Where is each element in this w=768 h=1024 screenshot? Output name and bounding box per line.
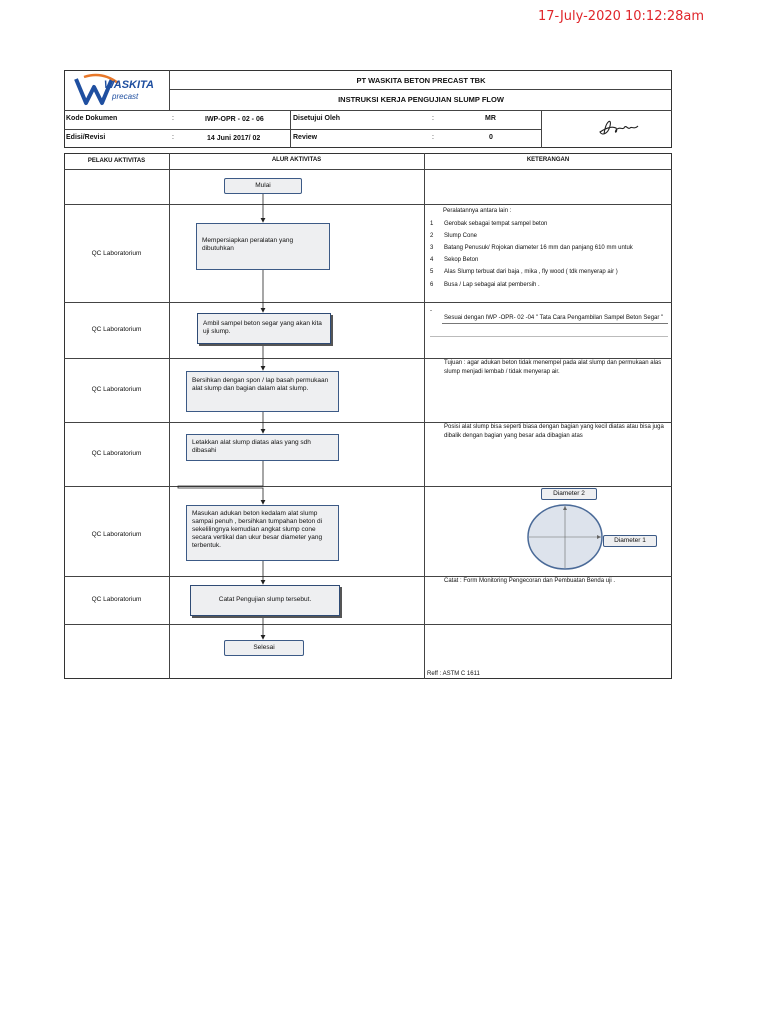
role-step-1: QC Laboratorium — [91, 250, 142, 257]
equipment-item-3: Batang Penusuk/ Rojokan diameter 16 mm dan panjang 610 mm untuk — [444, 245, 633, 251]
doc-code-value: IWP-OPR - 02 - 06 — [205, 116, 264, 123]
role-step-2: QC Laboratorium — [91, 326, 142, 333]
equipment-item-2: Slump Cone — [444, 233, 478, 239]
doc-code-label: Kode Dokumen — [66, 115, 118, 122]
company-name: PT WASKITA BETON PRECAST TBK — [356, 76, 486, 85]
edition-colon: : — [172, 134, 174, 141]
equipment-item-1: Gerobak sebagai tempat sampel beton — [444, 221, 548, 227]
sample-reference-note: Sesuai dengan IWP -OPR- 02 -04 " Tata Cara Pengambilan Sampel Beton Segar " — [444, 315, 664, 321]
equipment-item-6: Busa / Lap sebagai alat pembersih . — [444, 282, 540, 288]
column-header-pelaku: PELAKU AKTIVITAS — [87, 158, 146, 164]
equipment-num-4: 4 — [430, 257, 434, 263]
document-title: INSTRUKSI KERJA PENGUJIAN SLUMP FLOW — [338, 95, 504, 104]
equipment-intro: Peralatannya antara lain : — [443, 208, 512, 214]
flow-step-4: Letakkan alat slump diatas alas yang sdh dibasahi — [186, 434, 339, 461]
sample-bullet: - — [430, 308, 432, 314]
role-step-6: QC Laboratorium — [91, 596, 142, 603]
equipment-item-5: Alas Slump terbuat dari baja , mika , fly wood ( tdk menyerap air ) — [444, 269, 618, 275]
flow-step-1: Mempersiapkan peralatan yang dibutuhkan — [196, 223, 330, 270]
equipment-num-2: 2 — [430, 233, 434, 239]
arrow-step4-to-step5 — [178, 461, 263, 504]
flow-step-5: Masukan adukan beton kedalam alat slump sampai penuh , bersihkan tumpahan beton di sekelilingnya kemudian angkat slump cone secara vertikal dan ukur besar diameter yang terbentuk. — [186, 505, 339, 561]
edition-label: Edisi/Revisi — [66, 134, 106, 141]
flow-end: Selesai — [224, 640, 304, 656]
record-note: Catat : Form Monitoring Pengecoran dan Pembuatan Benda uji . — [444, 578, 616, 584]
slump-diameter-diagram — [520, 500, 610, 580]
column-header-alur: ALUR AKTIVITAS — [271, 157, 322, 163]
column-header-keterangan: KETERANGAN — [526, 157, 570, 163]
review-value: 0 — [489, 134, 493, 141]
equipment-num-3: 3 — [430, 245, 434, 251]
role-step-4: QC Laboratorium — [91, 450, 142, 457]
flow-step-3: Bersihkan dengan spon / lap basah permukaan alat slump dan bagian dalam alat slump. — [186, 371, 339, 412]
approved-by-value: MR — [485, 115, 496, 122]
flow-step-2: Ambil sampel beton segar yang akan kita uji slump. — [197, 313, 331, 344]
svg-text:precast: precast — [112, 92, 139, 101]
equipment-num-1: 1 — [430, 221, 434, 227]
edition-value: 14 Juni 2017/ 02 — [207, 135, 261, 142]
flow-start: Mulai — [224, 178, 302, 194]
review-label: Review — [293, 134, 318, 141]
role-step-3: QC Laboratorium — [91, 386, 142, 393]
timestamp: 17-July-2020 10:12:28am — [538, 9, 705, 24]
slump-position-note: Posisi alat slump bisa seperti biasa dengan bagian yang kecil diatas atau bisa juga dibalik dengan bagian yang besar ada dibagian atas — [444, 424, 664, 439]
approved-by-colon: : — [432, 115, 434, 122]
doc-code-colon: : — [172, 115, 174, 122]
review-colon: : — [432, 134, 434, 141]
equipment-item-4: Sekop Beton — [444, 257, 479, 263]
approved-by-label: Disetujui Oleh — [293, 115, 341, 122]
diameter-1-label: Diameter 1 — [603, 535, 657, 547]
flow-step-6: Catat Pengujian slump tersebut. — [190, 585, 340, 616]
svg-text:WASKITA: WASKITA — [104, 79, 154, 91]
equipment-num-6: 6 — [430, 282, 434, 288]
role-step-5: QC Laboratorium — [91, 531, 142, 538]
reference-note: Reff : ASTM C 1611 — [427, 671, 480, 677]
diameter-2-label: Diameter 2 — [541, 488, 597, 500]
equipment-num-5: 5 — [430, 269, 434, 275]
purpose-note: Tujuan : agar adukan beton tidak menempel pada alat slump dan permukaan alas slump menjadi lembab / tidak menyerap air. — [444, 360, 662, 375]
